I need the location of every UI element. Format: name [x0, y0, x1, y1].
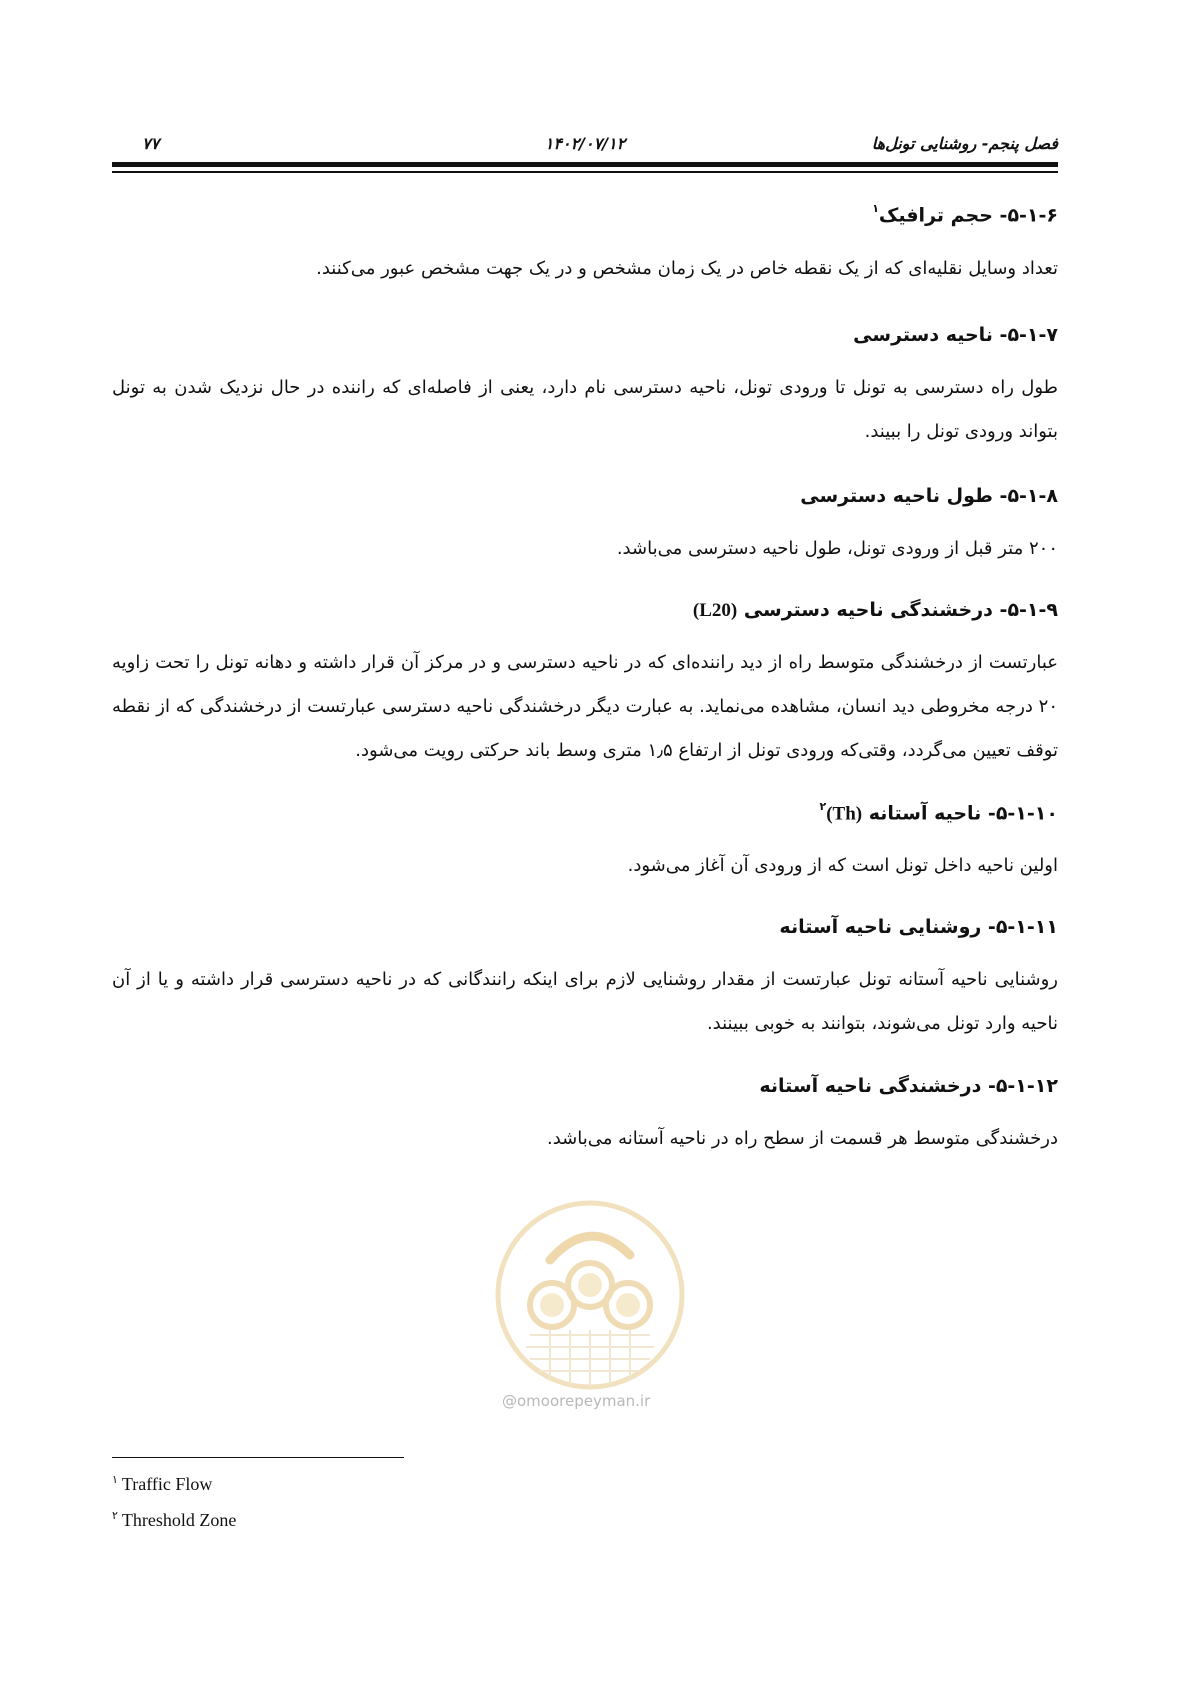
page-number: ۷۷: [142, 134, 160, 153]
header-rule-thin: [112, 171, 1058, 173]
section-heading-threshold-luminance: ۵-۱-۱۲- درخشندگی ناحیه آستانه: [759, 1075, 1058, 1097]
section-text-access-zone: طول راه دسترسی به تونل تا ورودی تونل، ناحیه دسترسی نام دارد، یعنی از فاصله‌ای که راننده در حال نزدیک شدن به تونل بتواند ورودی تونل را ببیند.: [112, 377, 1058, 442]
header-rule-thick: [112, 162, 1058, 167]
threshold-symbol: (Th): [826, 803, 863, 825]
header-date: ۱۴۰۲/۰۷/۱۲: [544, 134, 626, 153]
luminance-symbol: (L20): [692, 600, 738, 621]
section-heading-threshold-lighting: ۵-۱-۱۱- روشنایی ناحیه آستانه: [779, 916, 1058, 938]
section-text-traffic-volume: تعداد وسایل نقلیه‌ای که از یک نقطه خاص در یک زمان مشخص و در یک جهت مشخص عبور می‌کنند.: [316, 258, 1058, 279]
section-heading-access-zone-length: ۵-۱-۸- طول ناحیه دسترسی: [800, 485, 1058, 507]
section-heading-traffic-volume: ۵-۱-۶- حجم ترافیک$^۱$: [872, 202, 1058, 227]
page-header: [112, 128, 1058, 158]
section-text-threshold-lighting: روشنایی ناحیه آستانه تونل عبارتست از مقدار روشنایی لازم برای اینکه رانندگانی که در ناحیه دسترسی قرار داشته و یا از آن ناحیه وارد تونل می‌شوند، بتوانند به خوبی ببینند.: [112, 969, 1058, 1034]
section-heading-access-zone: ۵-۱-۷- ناحیه دسترسی: [853, 324, 1058, 346]
section-text-threshold-luminance: درخشندگی متوسط هر قسمت از سطح راه در ناحیه آستانه می‌باشد.: [546, 1128, 1058, 1149]
chapter-title: فصل پنجم- روشنایی تونل‌ها: [871, 134, 1058, 153]
footnote-2: $^۲$ Threshold Zone: [112, 1510, 237, 1530]
section-heading-access-zone-luminance: ۵-۱-۹- درخشندگی ناحیه دسترسی (L20): [692, 599, 1058, 621]
section-text-access-zone-luminance: عبارتست از درخشندگی متوسط راه از دید راننده‌ای که در ناحیه دسترسی و در مرکز آن قرار داشته و دهانه تونل را تحت زاویه ۲۰ درجه مخروطی دید انسان، مشاهده می‌نماید. به عبارت دیگر درخشندگی ناحیه دسترسی عبارتست از درخشندگی که از نقطه توقف تعیین می‌گردد، وقتی‌که ورودی تونل از ارتفاع ۱٫۵ متری وسط باند حرکتی رویت می‌شود.: [112, 652, 1058, 761]
watermark-text: @omoorepeyman.ir: [502, 1392, 651, 1410]
footnote-1: $^۱$ Traffic Flow: [112, 1474, 213, 1494]
footnote-ref-1: ۱: [872, 202, 879, 215]
section-text-access-zone-length: ۲۰۰ متر قبل از ورودی تونل، طول ناحیه دسترسی می‌باشد.: [616, 538, 1058, 559]
section-heading-threshold-zone: ۵-۱-۱۰- ناحیه آستانه (Th)$^۲$: [819, 800, 1058, 825]
footnote-separator: [112, 1457, 404, 1458]
footnote-ref-2: ۲: [819, 800, 827, 813]
section-text-threshold-zone: اولین ناحیه داخل تونل است که از ورودی آن آغاز می‌شود.: [627, 855, 1058, 876]
watermark-logo-icon: [490, 1195, 690, 1415]
